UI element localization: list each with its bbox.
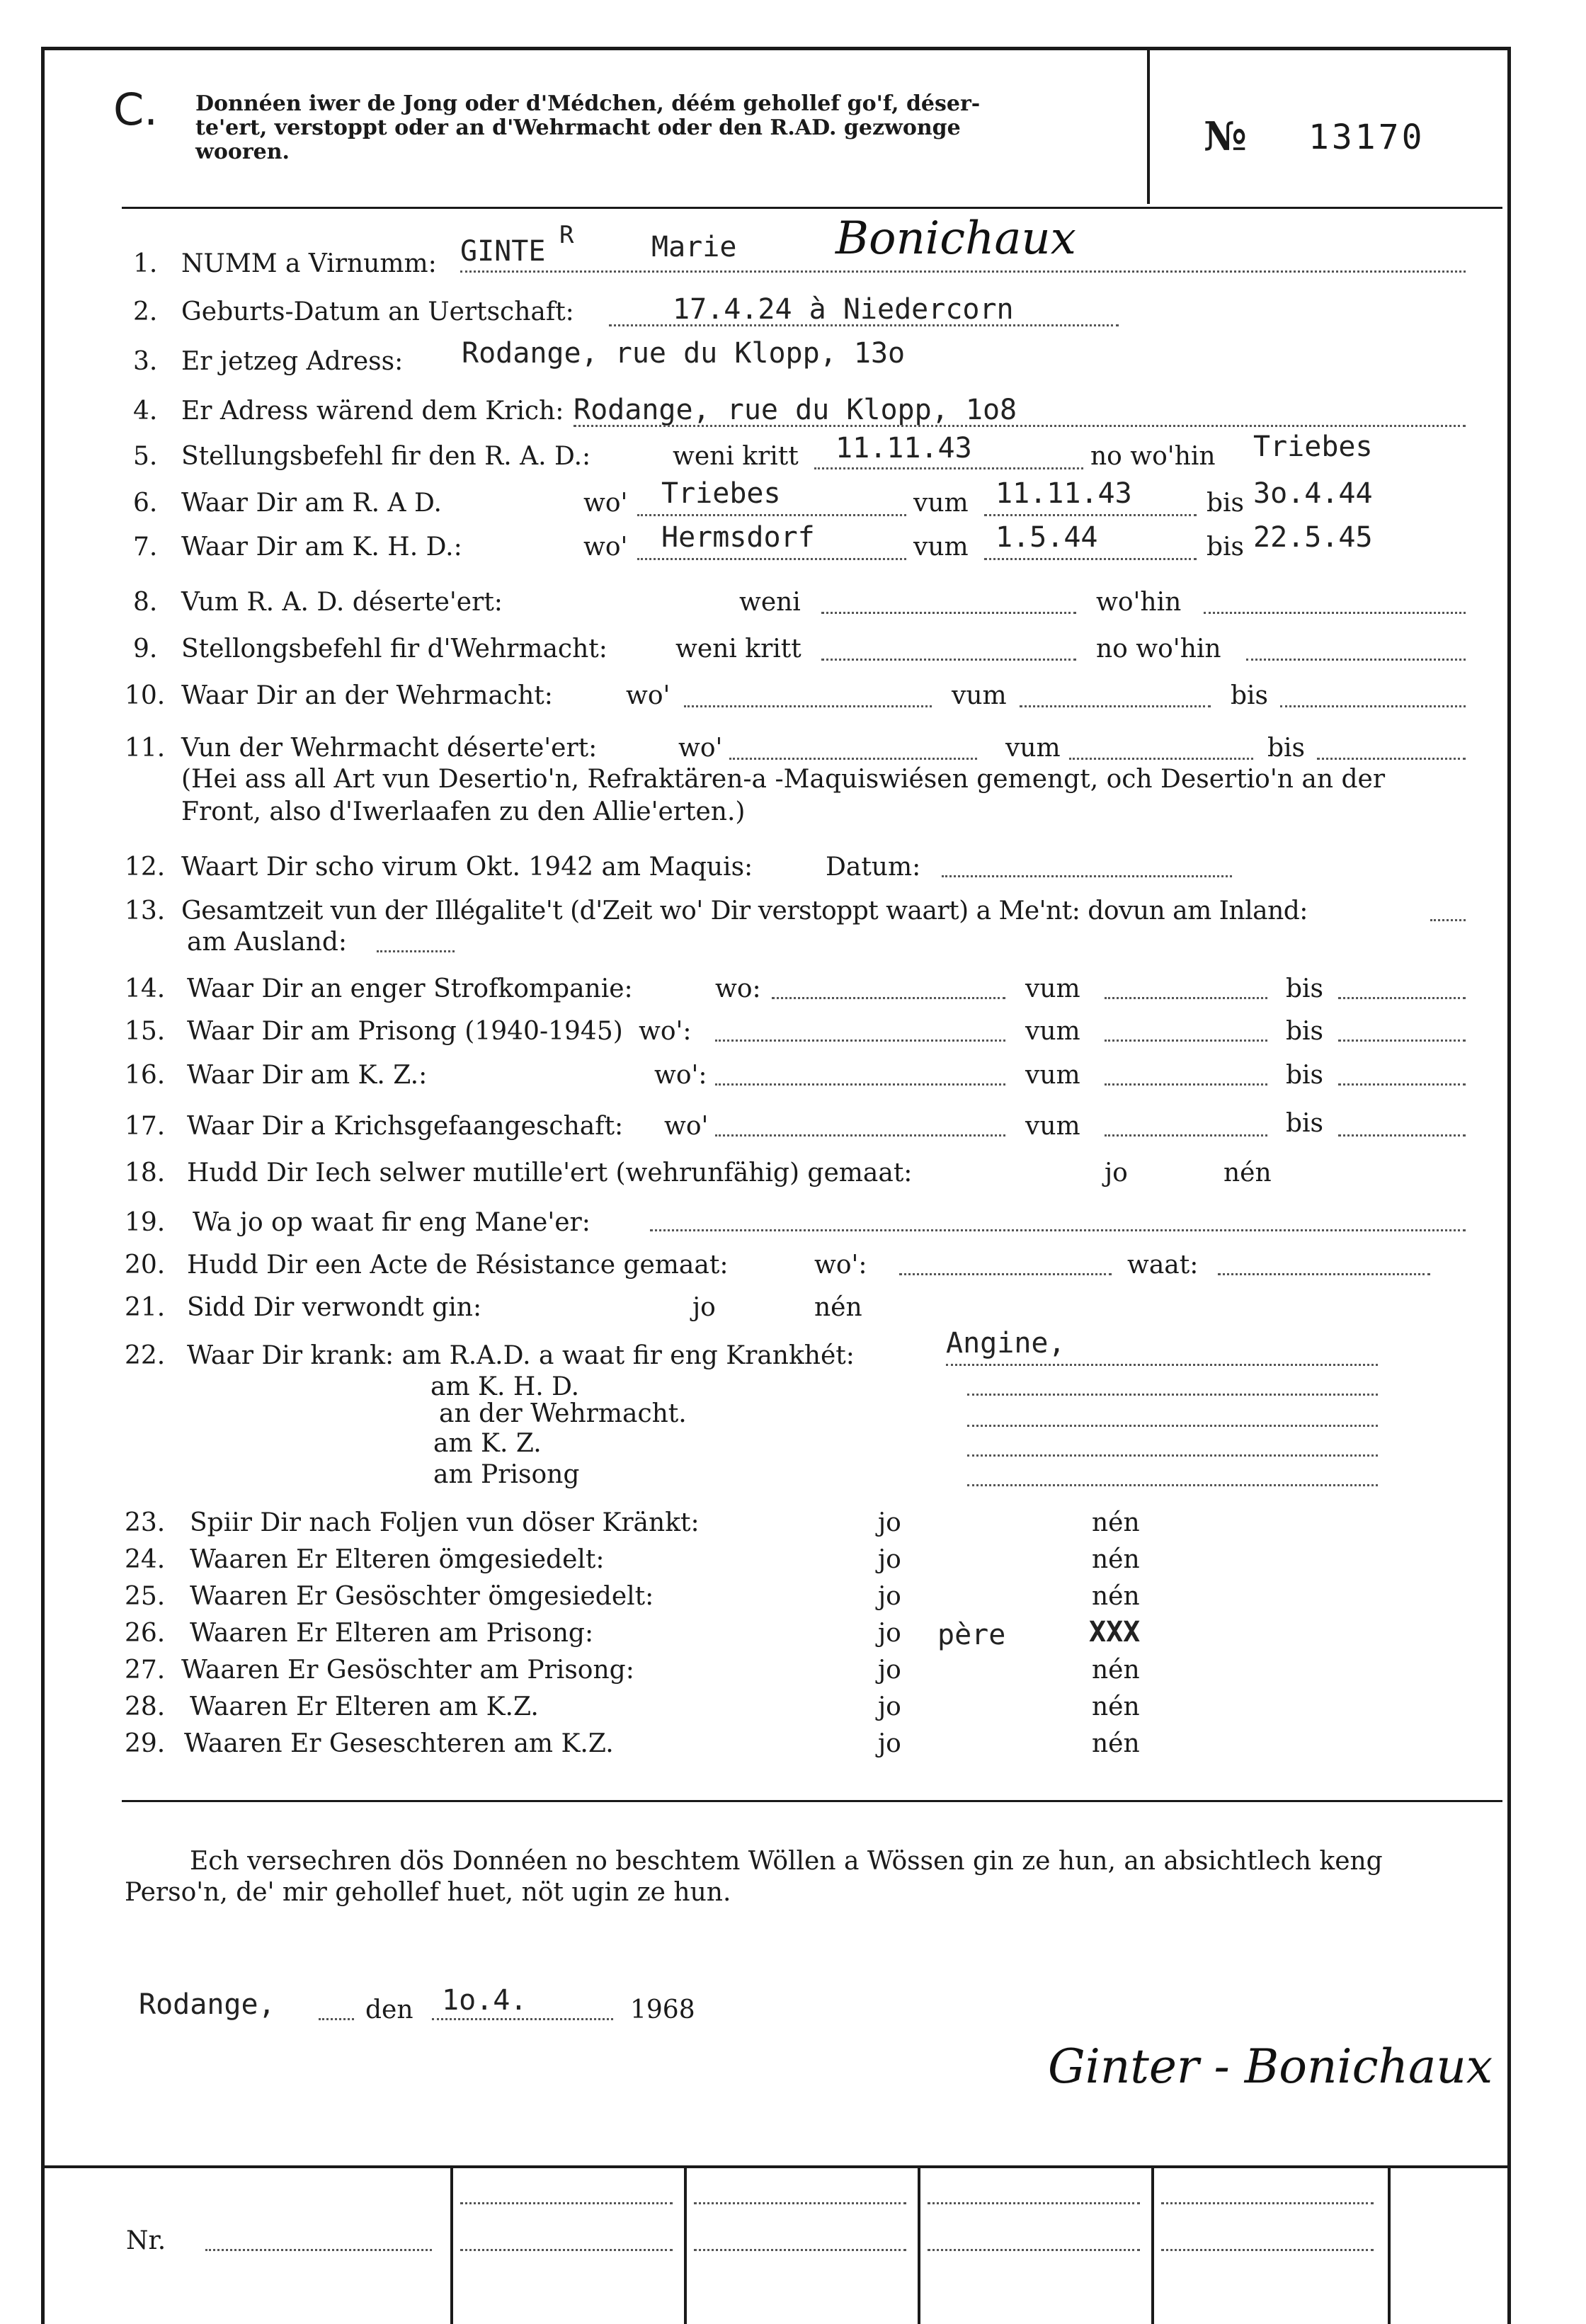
option-no: nén bbox=[1223, 1158, 1272, 1187]
row-number: 27. bbox=[125, 1656, 166, 1685]
row-number: 23. bbox=[125, 1508, 166, 1537]
typed-value: 22.5.45 bbox=[1253, 521, 1373, 554]
option-no: nén bbox=[1092, 1508, 1140, 1537]
row-label: Waaren Er Elteren am K.Z. bbox=[190, 1692, 539, 1721]
fill-line bbox=[684, 705, 932, 707]
field-label: wo': bbox=[639, 1017, 692, 1046]
field-label: bis bbox=[1267, 734, 1306, 763]
row-number: 7. bbox=[133, 532, 158, 562]
fill-line bbox=[1218, 1273, 1430, 1275]
row-number: 13. bbox=[125, 896, 166, 925]
field-label: vum bbox=[913, 489, 969, 518]
option-yes: jo bbox=[1105, 1158, 1128, 1187]
sub-item: am K. H. D. bbox=[430, 1372, 580, 1401]
row-number: 22. bbox=[125, 1341, 166, 1370]
option-no: nén bbox=[814, 1293, 862, 1322]
number-sign: № bbox=[1204, 113, 1247, 160]
fill-line bbox=[729, 758, 977, 760]
field-label: bis bbox=[1286, 974, 1324, 1003]
row-label: Waaren Er Gesöschter am Prisong: bbox=[181, 1656, 634, 1685]
row-label: Waar Dir an enger Strofkompanie: bbox=[187, 974, 633, 1003]
typed-value: Hermsdorf bbox=[661, 521, 815, 554]
typed-value: 17.4.24 à Niedercorn bbox=[673, 293, 1014, 326]
fill-line bbox=[1069, 758, 1253, 760]
row-number: 6. bbox=[133, 489, 158, 518]
row-label: Waart Dir scho virum Okt. 1942 am Maquis: bbox=[181, 853, 753, 882]
fill-line bbox=[1105, 1039, 1267, 1042]
fill-line bbox=[821, 612, 1076, 614]
fill-line bbox=[1105, 1083, 1267, 1086]
footer-divider bbox=[918, 2167, 920, 2324]
typed-value: GINTE bbox=[460, 235, 546, 268]
row-label: NUMM a Virnumm: bbox=[181, 249, 437, 278]
field-label: wo' bbox=[678, 734, 723, 763]
field-label: wo' bbox=[626, 681, 671, 710]
fill-line bbox=[319, 2018, 354, 2020]
row-label: Er Adress wärend dem Krich: bbox=[181, 397, 564, 426]
fill-line bbox=[899, 1273, 1112, 1275]
header-title-line: te'ert, verstoppt oder an d'Wehrmacht oder den R.AD. gezwonge bbox=[195, 115, 961, 140]
year-value: 1968 bbox=[630, 1995, 695, 2024]
row-number: 17. bbox=[125, 1112, 166, 1141]
header-title bbox=[195, 92, 1116, 164]
field-label: wo' bbox=[583, 489, 628, 518]
row-number: 19. bbox=[125, 1208, 166, 1237]
field-label: weni kritt bbox=[675, 634, 801, 663]
sub-item: an der Wehrmacht. bbox=[439, 1399, 687, 1428]
row-label: Vum R. A. D. déserte'ert: bbox=[181, 588, 503, 617]
field-label: wo': bbox=[654, 1061, 707, 1090]
typed-value: 1.5.44 bbox=[995, 521, 1098, 554]
fill-line bbox=[650, 1229, 1466, 1231]
row-label: Waar Dir am K. Z.: bbox=[187, 1061, 428, 1090]
field-label: wo': bbox=[814, 1251, 867, 1280]
declaration-line: Perso'n, de' mir gehollef huet, nöt ugin ze hun. bbox=[125, 1878, 731, 1907]
signature: Ginter - Bonichaux bbox=[1048, 2039, 1493, 2094]
row-number: 24. bbox=[125, 1545, 166, 1574]
field-label: bis bbox=[1206, 532, 1245, 562]
row-number: 29. bbox=[125, 1729, 166, 1758]
field-label: vum bbox=[1025, 974, 1080, 1003]
row-number: 26. bbox=[125, 1619, 166, 1648]
section-rule bbox=[122, 1800, 1502, 1802]
row-label: Geburts-Datum an Uertschaft: bbox=[181, 297, 574, 326]
field-label: no wo'hin bbox=[1096, 634, 1221, 663]
row-number: 11. bbox=[125, 734, 166, 763]
fill-line bbox=[432, 2018, 613, 2020]
row-number: 4. bbox=[133, 397, 158, 426]
row-label: Sidd Dir verwondt gin: bbox=[187, 1293, 482, 1322]
field-label: bis bbox=[1206, 489, 1245, 518]
row-note: Front, also d'Iwerlaafen zu den Allie'erten.) bbox=[181, 797, 746, 826]
option-yes: jo bbox=[692, 1293, 716, 1322]
row-number: 12. bbox=[125, 853, 166, 882]
field-label: vum bbox=[1025, 1061, 1080, 1090]
row-number: 18. bbox=[125, 1158, 166, 1187]
row-label: Waaren Er Geseschteren am K.Z. bbox=[184, 1729, 614, 1758]
fill-line bbox=[694, 2202, 906, 2204]
typed-value: 3o.4.44 bbox=[1253, 477, 1373, 510]
row-label: Waar Dir a Krichsgefaangeschaft: bbox=[187, 1112, 624, 1141]
declaration-line: Ech versechren dös Donnéen no beschtem Wöllen a Wössen gin ze hun, an absichtlech keng bbox=[190, 1847, 1383, 1876]
typed-value: père bbox=[937, 1619, 1006, 1651]
place-value: Rodange, bbox=[139, 1988, 275, 2021]
fill-line bbox=[1105, 1134, 1267, 1137]
fill-line bbox=[715, 1134, 1005, 1137]
fill-line bbox=[1161, 2249, 1374, 2251]
typed-value: 11.11.43 bbox=[995, 477, 1132, 510]
typed-value: Triebes bbox=[1253, 431, 1373, 463]
fill-line bbox=[609, 324, 1119, 326]
typed-value: Angine, bbox=[946, 1327, 1066, 1360]
row-number: 8. bbox=[133, 588, 158, 617]
typed-value: Triebes bbox=[661, 477, 781, 510]
fill-line bbox=[814, 467, 1083, 469]
row-label: Waar Dir krank: am R.A.D. a waat fir eng Krankhét: bbox=[187, 1341, 855, 1370]
fill-line bbox=[205, 2249, 432, 2251]
field-label: weni bbox=[739, 588, 801, 617]
option-yes: jo bbox=[878, 1545, 901, 1574]
fill-line bbox=[637, 558, 906, 560]
handwritten-name: Bonichaux bbox=[835, 212, 1076, 265]
row-number: 20. bbox=[125, 1251, 166, 1280]
fill-line bbox=[1204, 612, 1466, 614]
fill-line bbox=[946, 1364, 1378, 1366]
fill-line bbox=[694, 2249, 906, 2251]
row-label: Waar Dir an der Wehrmacht: bbox=[181, 681, 553, 710]
row-label: Spiir Dir nach Foljen vun döser Kränkt: bbox=[190, 1508, 700, 1537]
option-yes: jo bbox=[878, 1582, 901, 1611]
fill-line bbox=[967, 1454, 1378, 1457]
field-label: vum bbox=[1025, 1017, 1080, 1046]
fill-line bbox=[1105, 997, 1267, 999]
fill-line bbox=[1246, 659, 1466, 661]
row-number: 1. bbox=[133, 249, 158, 278]
row-label: Waar Dir am R. A D. bbox=[181, 489, 442, 518]
fill-line bbox=[1338, 1083, 1466, 1086]
footer-divider bbox=[1388, 2167, 1391, 2324]
fill-line bbox=[928, 2202, 1140, 2204]
fill-line bbox=[1338, 1039, 1466, 1042]
header-title-line: Donnéen iwer de Jong oder d'Médchen, déém gehollef go'f, déser- bbox=[195, 91, 981, 116]
option-yes: jo bbox=[878, 1729, 901, 1758]
fill-line bbox=[967, 1484, 1378, 1486]
row-number: 2. bbox=[133, 297, 158, 326]
header-divider bbox=[1147, 50, 1150, 204]
fill-line bbox=[942, 875, 1232, 877]
fill-line bbox=[1338, 997, 1466, 999]
fill-line bbox=[460, 270, 1466, 273]
field-label: vum bbox=[913, 532, 969, 562]
fill-line bbox=[460, 2249, 673, 2251]
fill-line bbox=[967, 1425, 1378, 1427]
typed-value: Marie bbox=[651, 231, 737, 263]
row-number: 9. bbox=[133, 634, 158, 663]
option-no: nén bbox=[1092, 1582, 1140, 1611]
field-label: vum bbox=[952, 681, 1007, 710]
fill-line bbox=[1317, 758, 1466, 760]
fill-line bbox=[1280, 705, 1466, 707]
row-label: Waar Dir am K. H. D.: bbox=[181, 532, 462, 562]
row-number: 10. bbox=[125, 681, 166, 710]
form-number: 13170 bbox=[1308, 118, 1425, 157]
field-label: wo' bbox=[664, 1112, 709, 1141]
section-letter: C. bbox=[113, 84, 158, 135]
fill-line bbox=[377, 950, 455, 952]
field-label: Datum: bbox=[826, 853, 921, 882]
field-label: bis bbox=[1286, 1109, 1324, 1138]
header-title-line: wooren. bbox=[195, 139, 290, 164]
typed-value: Rodange, rue du Klopp, 13o bbox=[462, 337, 906, 370]
row-number: 3. bbox=[133, 347, 158, 376]
den-label: den bbox=[365, 1995, 413, 2024]
fill-line bbox=[460, 2202, 673, 2204]
field-label: weni kritt bbox=[673, 442, 799, 471]
fill-line bbox=[984, 558, 1197, 560]
row-number: 16. bbox=[125, 1061, 166, 1090]
row-number: 25. bbox=[125, 1582, 166, 1611]
footer-rule bbox=[44, 2165, 1511, 2168]
fill-line bbox=[1338, 1134, 1466, 1137]
sub-item: am K. Z. bbox=[433, 1429, 542, 1458]
option-no: nén bbox=[1092, 1692, 1140, 1721]
option-yes: jo bbox=[878, 1692, 901, 1721]
fill-line bbox=[637, 514, 906, 516]
field-label: vum bbox=[1025, 1112, 1080, 1141]
row-label: Vun der Wehrmacht déserte'ert: bbox=[181, 734, 598, 763]
fill-line bbox=[1430, 919, 1466, 921]
field-label: wo' bbox=[583, 532, 628, 562]
sub-item: am Prisong bbox=[433, 1460, 580, 1489]
date-value: 1o.4. bbox=[442, 1984, 527, 2017]
fill-line bbox=[984, 514, 1197, 516]
typed-value: Rodange, rue du Klopp, 1o8 bbox=[574, 394, 1017, 426]
field-label: wo'hin bbox=[1096, 588, 1182, 617]
row-label: Stellongsbefehl fir d'Wehrmacht: bbox=[181, 634, 607, 663]
row-note: (Hei ass all Art vun Desertio'n, Refraktären-a -Maquiswiésen gemengt, och Desertio'n an der bbox=[181, 765, 1386, 794]
row-label: Er jetzeg Adress: bbox=[181, 347, 404, 376]
row-label: Waaren Er Elteren am Prisong: bbox=[190, 1619, 594, 1648]
field-label: bis bbox=[1286, 1061, 1324, 1090]
row-label: Wa jo op waat fir eng Mane'er: bbox=[193, 1208, 591, 1237]
option-yes: jo bbox=[878, 1656, 901, 1685]
fill-line bbox=[574, 425, 1466, 427]
typed-value: 11.11.43 bbox=[835, 432, 972, 465]
footer-divider bbox=[1151, 2167, 1154, 2324]
typed-value-superscript: R bbox=[559, 221, 574, 249]
field-label: waat: bbox=[1127, 1251, 1199, 1280]
footer-divider bbox=[684, 2167, 687, 2324]
fill-line bbox=[1020, 705, 1211, 707]
footer-number-label: Nr. bbox=[126, 2226, 166, 2255]
option-no: nén bbox=[1092, 1656, 1140, 1685]
field-label: bis bbox=[1231, 681, 1269, 710]
row-label: Waaren Er Elteren ömgesiedelt: bbox=[190, 1545, 605, 1574]
fill-line bbox=[772, 997, 1005, 999]
struck-option: XXX bbox=[1089, 1616, 1141, 1648]
fill-line bbox=[928, 2249, 1140, 2251]
field-label: vum bbox=[1005, 734, 1061, 763]
fill-line bbox=[715, 1083, 1005, 1086]
row-label: Hudd Dir een Acte de Résistance gemaat: bbox=[187, 1251, 729, 1280]
row-number: 28. bbox=[125, 1692, 166, 1721]
fill-line bbox=[1161, 2202, 1374, 2204]
field-label: bis bbox=[1286, 1017, 1324, 1046]
footer-divider bbox=[450, 2167, 453, 2324]
fill-line bbox=[967, 1394, 1378, 1396]
header-rule bbox=[122, 207, 1502, 209]
field-label: no wo'hin bbox=[1090, 442, 1216, 471]
option-no: nén bbox=[1092, 1729, 1140, 1758]
row-label: Stellungsbefehl fir den R. A. D.: bbox=[181, 442, 591, 471]
row-number: 21. bbox=[125, 1293, 166, 1322]
row-number: 15. bbox=[125, 1017, 166, 1046]
field-label: wo: bbox=[715, 974, 761, 1003]
option-no: nén bbox=[1092, 1545, 1140, 1574]
field-label: am Ausland: bbox=[187, 928, 348, 957]
row-number: 14. bbox=[125, 974, 166, 1003]
option-yes: jo bbox=[878, 1619, 901, 1648]
row-label: Waaren Er Gesöschter ömgesiedelt: bbox=[190, 1582, 654, 1611]
row-label: Hudd Dir Iech selwer mutille'ert (wehrunfähig) gemaat: bbox=[187, 1158, 913, 1187]
fill-line bbox=[821, 659, 1076, 661]
option-yes: jo bbox=[878, 1508, 901, 1537]
fill-line bbox=[715, 1039, 1005, 1042]
row-label: Waar Dir am Prisong (1940-1945) bbox=[187, 1017, 623, 1046]
row-label: Gesamtzeit vun der Illégalite't (d'Zeit wo' Dir verstoppt waart) a Me'nt: dovun am Inland: bbox=[181, 896, 1308, 925]
row-number: 5. bbox=[133, 442, 158, 471]
